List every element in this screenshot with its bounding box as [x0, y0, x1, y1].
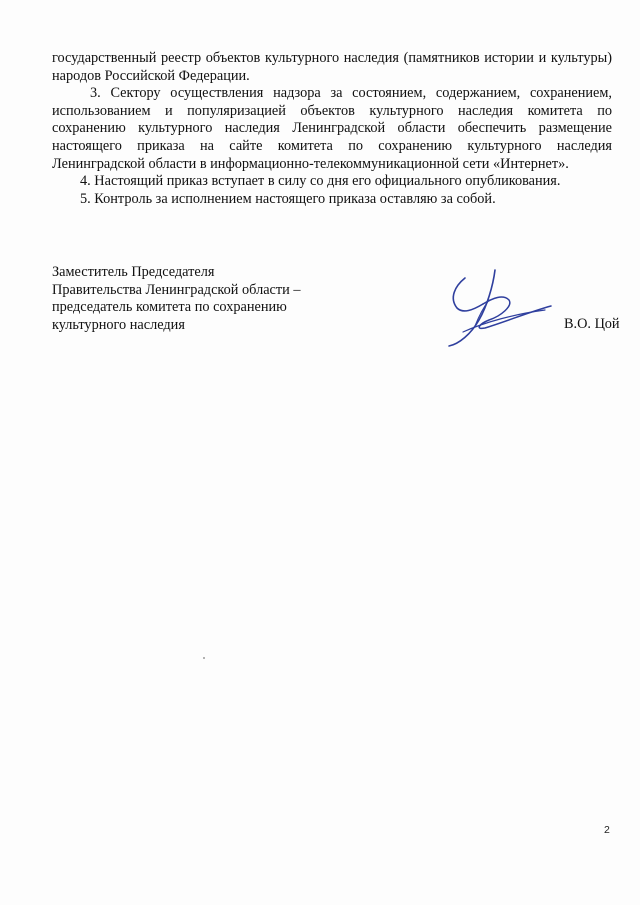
signer-title-line-2: Правительства Ленинградской области – [52, 281, 301, 298]
signer-title-line-1: Заместитель Председателя [52, 264, 215, 280]
paragraph-continuation: государственный реестр объектов культурного наследия (памятников истории и культуры) народов Российской Федерации. [52, 50, 612, 84]
scan-speck [203, 657, 205, 659]
paragraph-item-4: 4. Настоящий приказ вступает в силу со дня его официального опубликования. [80, 173, 561, 190]
handwritten-signature [445, 264, 555, 350]
signer-title-line-4: культурного наследия [52, 316, 185, 333]
page-number: 2 [604, 824, 610, 836]
signer-name: В.О. Цой [564, 316, 620, 332]
document-body [52, 50, 612, 208]
paragraph-item-5: 5. Контроль за исполнением настоящего приказа оставляю за собой. [80, 190, 496, 207]
signer-title-line-3: председатель комитета по сохранению [52, 299, 287, 316]
paragraph-item-3: 3. Сектору осуществления надзора за состоянием, содержанием, сохранением, использованием и популяризацией объектов культурного наследия комитета по сохранению культурного наследия Ленинградской области обеспечить размещение настоящего приказа на сайте комитета по сохранению культурного наследия Ленинградской области в информационно-телекоммуникационной сети «Интернет». [52, 85, 612, 172]
